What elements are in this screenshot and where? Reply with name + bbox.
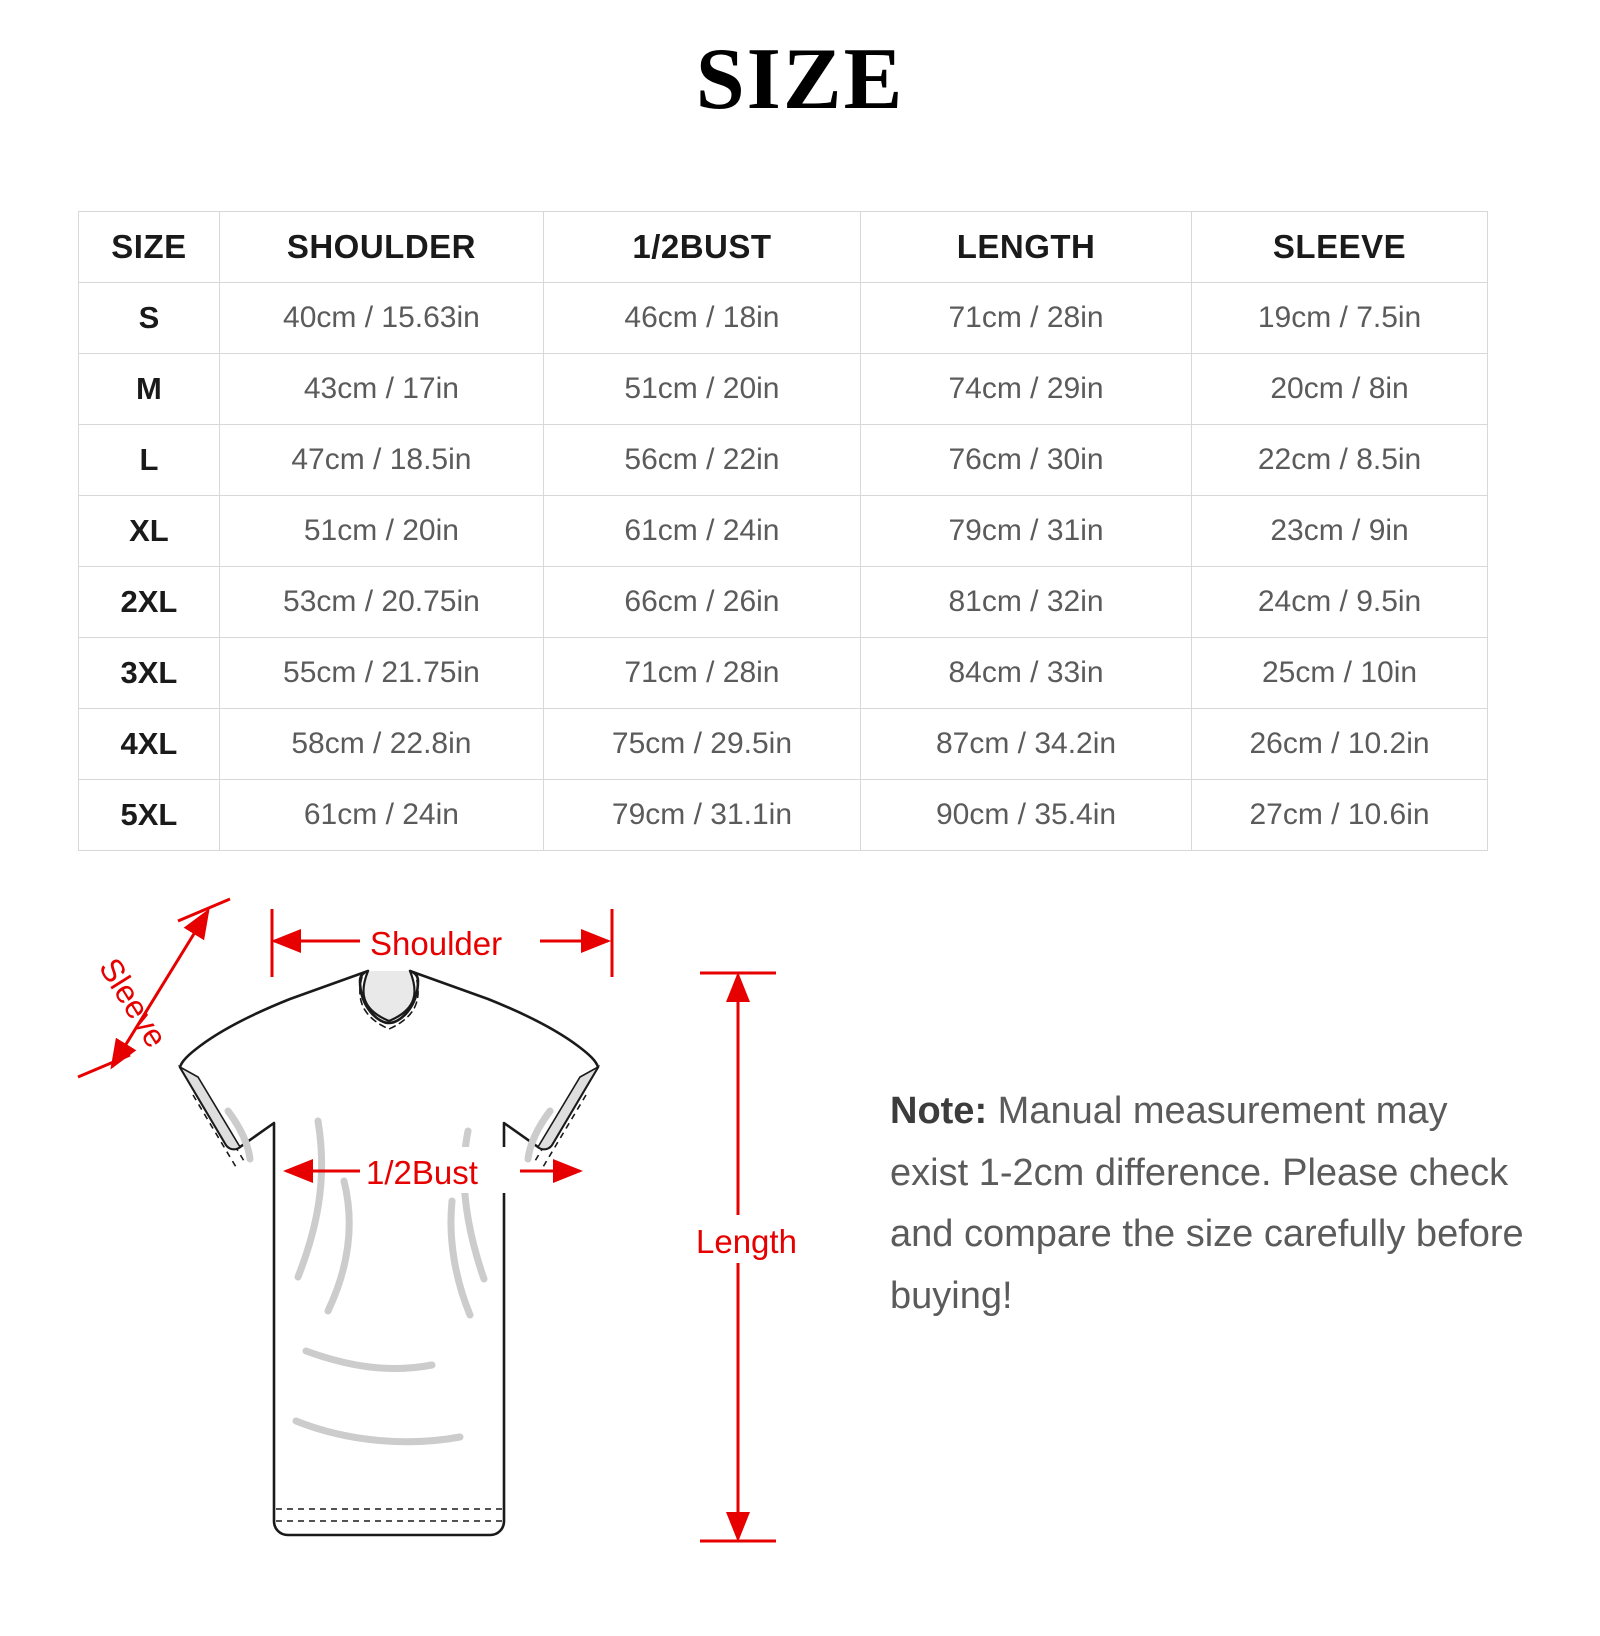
cell-sleeve: 25cm / 10in [1192,638,1488,709]
cell-sleeve: 27cm / 10.6in [1192,780,1488,851]
page-title: SIZE [695,31,905,128]
cell-sleeve: 26cm / 10.2in [1192,709,1488,780]
column-header-length: LENGTH [860,212,1191,283]
cell-bust: 71cm / 28in [543,638,860,709]
cell-shoulder: 58cm / 22.8in [219,709,543,780]
column-header-shoulder: SHOULDER [219,212,543,283]
cell-bust: 51cm / 20in [543,354,860,425]
column-header-bust: 1/2BUST [543,212,860,283]
cell-shoulder: 47cm / 18.5in [219,425,543,496]
sleeve-bottom-tick [78,1055,130,1077]
shoulder-label: Shoulder [370,925,503,962]
cell-sleeve: 24cm / 9.5in [1192,567,1488,638]
table-row [79,709,1488,780]
cell-sleeve: 22cm / 8.5in [1192,425,1488,496]
cell-length: 90cm / 35.4in [860,780,1191,851]
cell-size: S [79,283,220,354]
cell-length: 71cm / 28in [860,283,1191,354]
size-chart-table [78,211,1488,851]
tshirt-outline-graphic [180,971,598,1535]
column-header-size: SIZE [79,212,220,283]
cell-length: 81cm / 32in [860,567,1191,638]
cell-sleeve: 19cm / 7.5in [1192,283,1488,354]
cell-bust: 46cm / 18in [543,283,860,354]
size-chart-table-container [78,211,1488,851]
bust-label: 1/2Bust [366,1154,478,1191]
length-label: Length [696,1223,797,1260]
cell-size: 3XL [79,638,220,709]
table-row [79,354,1488,425]
cell-shoulder: 53cm / 20.75in [219,567,543,638]
tshirt-measurement-diagram [60,881,860,1601]
cell-length: 87cm / 34.2in [860,709,1191,780]
cell-size: M [79,354,220,425]
note-body: Manual measurement may exist 1-2cm difference. Please check and compare the size carefully before buying! [890,1090,1524,1317]
cell-length: 79cm / 31in [860,496,1191,567]
cell-shoulder: 61cm / 24in [219,780,543,851]
cell-sleeve: 23cm / 9in [1192,496,1488,567]
column-header-sleeve: SLEEVE [1192,212,1488,283]
table-row [79,283,1488,354]
table-row [79,638,1488,709]
table-row [79,496,1488,567]
cell-bust: 79cm / 31.1in [543,780,860,851]
cell-length: 74cm / 29in [860,354,1191,425]
table-row [79,567,1488,638]
cell-shoulder: 40cm / 15.63in [219,283,543,354]
cell-shoulder: 43cm / 17in [219,354,543,425]
cell-shoulder: 55cm / 21.75in [219,638,543,709]
cell-shoulder: 51cm / 20in [219,496,543,567]
cell-size: XL [79,496,220,567]
table-row [79,425,1488,496]
note-label: Note: [890,1090,988,1132]
table-row [79,780,1488,851]
cell-size: 5XL [79,780,220,851]
cell-bust: 75cm / 29.5in [543,709,860,780]
cell-size: L [79,425,220,496]
cell-sleeve: 20cm / 8in [1192,354,1488,425]
note-text-block [890,1081,1530,1327]
cell-length: 76cm / 30in [860,425,1191,496]
cell-size: 4XL [79,709,220,780]
cell-bust: 61cm / 24in [543,496,860,567]
cell-length: 84cm / 33in [860,638,1191,709]
sleeve-label: Sleeve [92,951,175,1054]
table-header-row [79,212,1488,283]
cell-size: 2XL [79,567,220,638]
cell-bust: 66cm / 26in [543,567,860,638]
cell-bust: 56cm / 22in [543,425,860,496]
